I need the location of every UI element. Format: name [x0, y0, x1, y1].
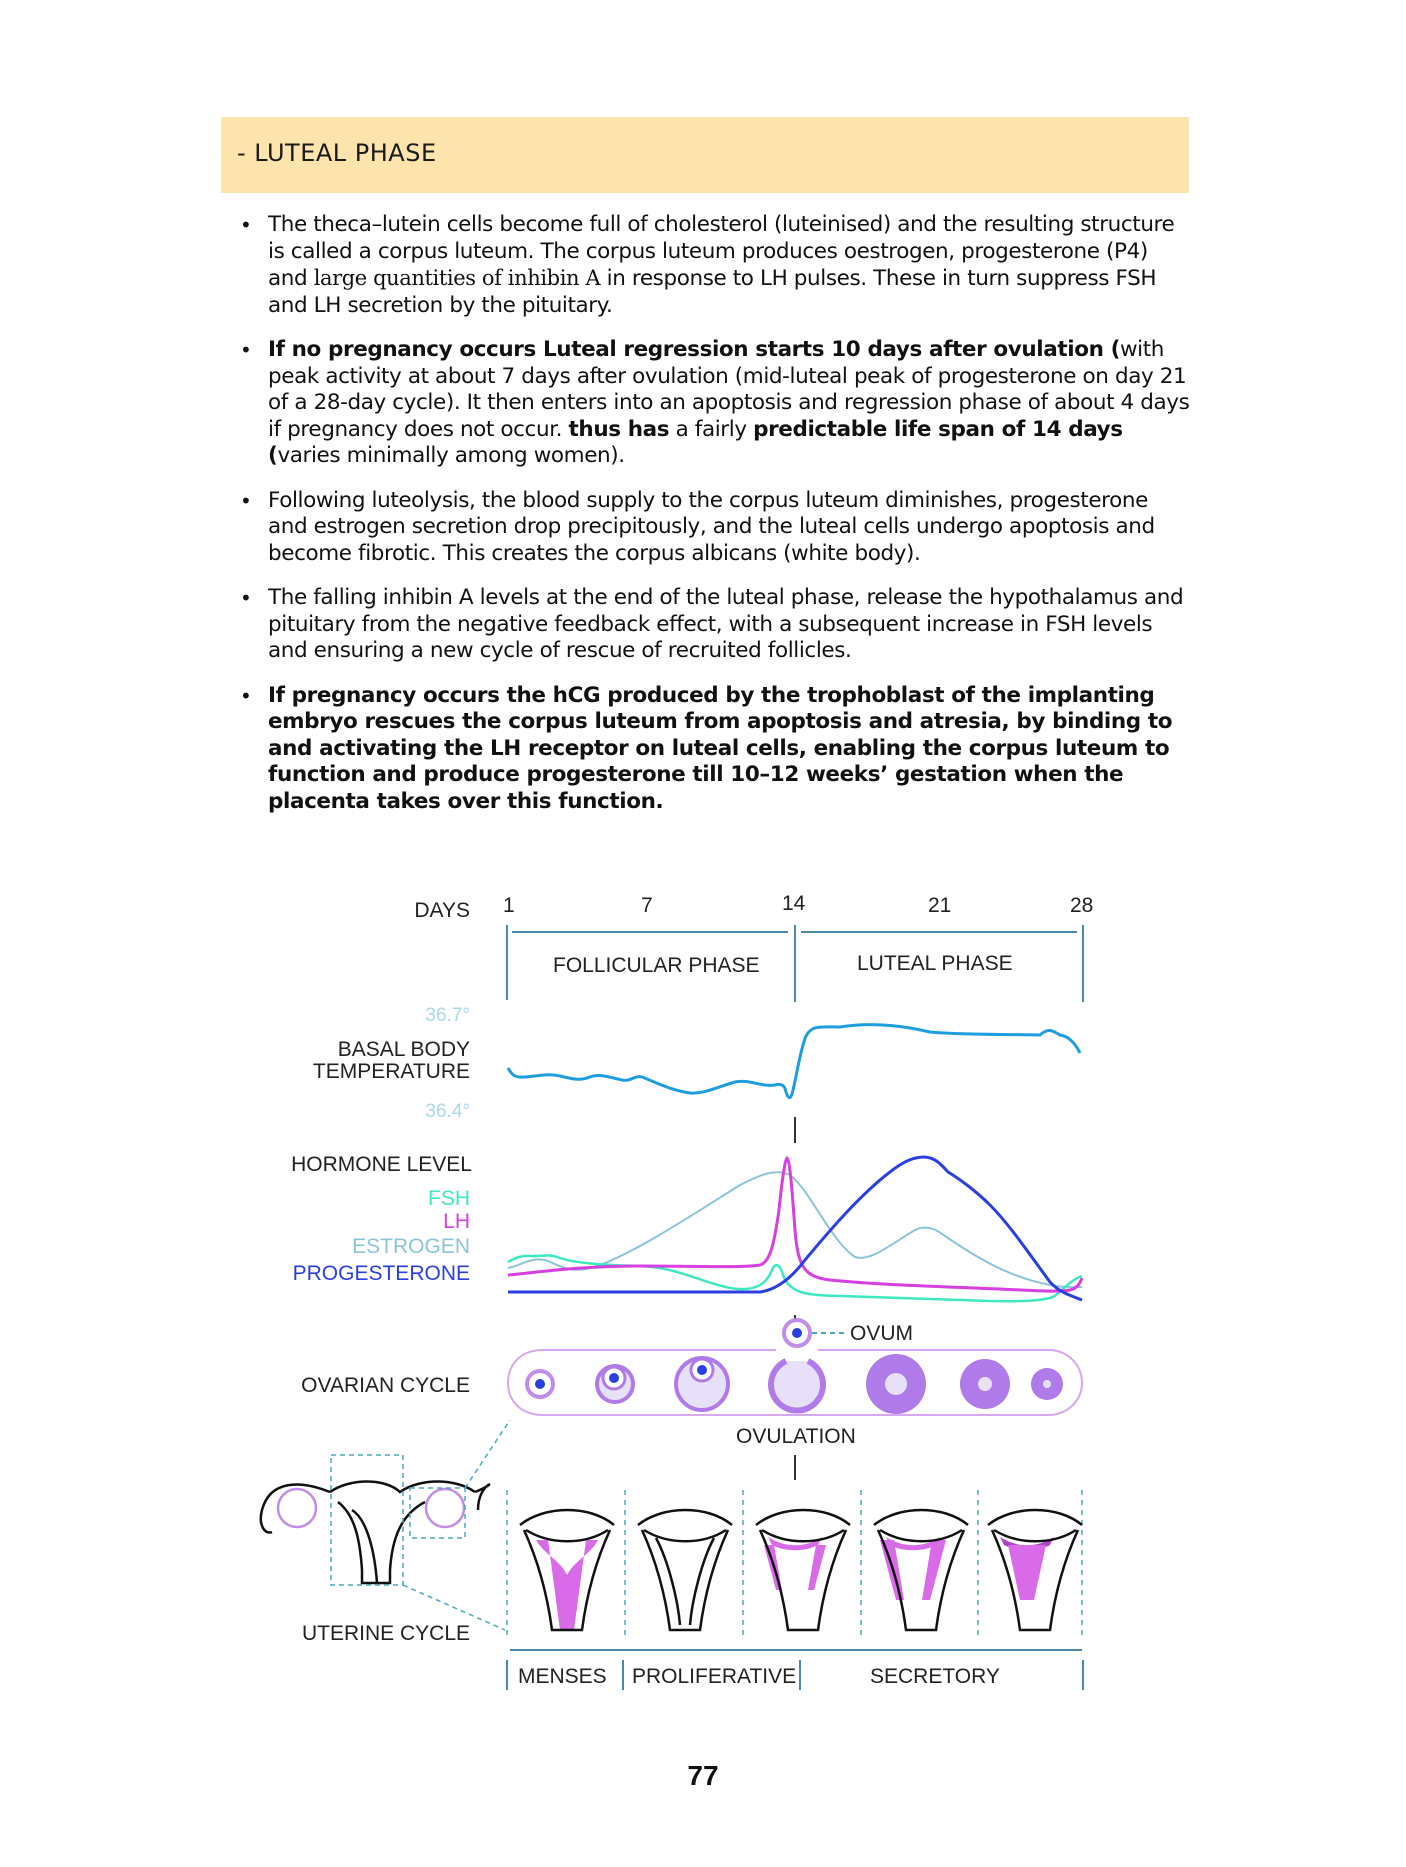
bullet-text: with peak activity at about 7 days after ovulation (mid-luteal peak of progesterone on day 21 of a 28-day cycle). It then enters into an apoptosis and regression phase of about 4 days if pregnancy does not occur. — [268, 337, 1190, 442]
ovary-leader-line — [465, 1420, 510, 1488]
section-title: - LUTEAL PHASE — [237, 139, 437, 167]
bullet-text-bold: If no pregnancy occurs Luteal regression starts 10 days after ovulation ( — [268, 337, 1120, 362]
ovarian-cycle-label: OVARIAN CYCLE — [301, 1374, 470, 1397]
uterus-stage-proliferative-icon — [638, 1510, 732, 1630]
day-tick-21: 21 — [928, 894, 952, 917]
uterine-dividers — [507, 1490, 1082, 1635]
legend-lh: LH — [443, 1210, 470, 1233]
corpus-albicans-icon — [1031, 1368, 1063, 1400]
bbt-low-label: 36.4° — [425, 1101, 470, 1122]
uterus-stage-secretory-late-icon — [988, 1510, 1082, 1630]
ovary-left-icon — [278, 1489, 316, 1527]
bullet-text-bold: predictable life span of 14 days ( — [268, 416, 1123, 468]
day-tick-7: 7 — [641, 894, 653, 917]
bullet-text: varies minimally among women). — [277, 443, 625, 468]
follicle-secondary-icon — [676, 1358, 728, 1410]
bullet-text: Following luteolysis, the blood supply to the corpus luteum diminishes, progesterone and estrogen secretion drop precipitously, and the luteal cells undergo apoptosis and become fibrotic. This creates the corpus albicans (white body). — [268, 487, 1155, 566]
corpus-luteum-icon — [866, 1354, 926, 1414]
bullet-text-bold: If pregnancy occurs the hCG produced by the trophoblast of the implanting embryo rescues the corpus luteum from apoptosis and atresia, by binding to and activating the LH receptor on luteal cells, enabling the corpus luteum to function and produce progesterone till 10–12 weeks’ gestation when the placenta takes over this function. — [268, 682, 1173, 814]
follicle-ruptured-icon — [771, 1361, 823, 1411]
bullet-text-bold: thus has — [568, 416, 670, 442]
ovum-icon — [784, 1320, 810, 1346]
legend-estrogen: ESTROGEN — [352, 1235, 470, 1258]
bbt-label-line2: TEMPERATURE — [312, 1060, 470, 1083]
follicle-stages — [527, 1354, 1063, 1414]
uterus-stage-secretory-mid-icon — [874, 1510, 968, 1630]
menses-label: MENSES — [518, 1665, 607, 1688]
uterus-stage-menses-icon — [520, 1510, 614, 1630]
proliferative-label: PROLIFERATIVE — [632, 1665, 797, 1688]
luteal-phase-label: LUTEAL PHASE — [857, 952, 1013, 975]
legend-fsh: FSH — [428, 1187, 470, 1210]
day-tick-28: 28 — [1070, 894, 1094, 917]
uterus-overview-icon — [261, 1482, 489, 1584]
follicular-phase-label: FOLLICULAR PHASE — [553, 954, 760, 977]
legend-progesterone: PROGESTERONE — [292, 1262, 470, 1285]
uterus-callout-box — [331, 1455, 403, 1585]
day-tick-14: 14 — [782, 892, 806, 915]
secretory-label: SECRETORY — [870, 1665, 1000, 1688]
days-label: DAYS — [414, 899, 470, 922]
ovum-label: OVUM — [850, 1322, 913, 1345]
bullet-text: The theca–lutein cells become full of cholesterol (luteinised) and the resulting structure is called a corpus luteum. The corpus luteum produces oestrogen, progesterone (P4) and — [268, 212, 1175, 291]
ovulation-label: OVULATION — [736, 1425, 856, 1448]
hormone-level-label: HORMONE LEVEL — [291, 1153, 472, 1176]
bullet-text: a fairly — [669, 416, 754, 442]
bbt-label-line1: BASAL BODY — [337, 1038, 470, 1061]
bbt-high-label: 36.7° — [425, 1005, 470, 1026]
uterus-stage-secretory-early-icon — [756, 1510, 850, 1630]
follicle-primordial-icon — [527, 1371, 553, 1397]
corpus-luteum-regressing-icon — [960, 1359, 1010, 1409]
bullet-text: in response to LH pulses. These in turn suppress FSH and LH secretion by the pituitary. — [268, 266, 1157, 318]
follicle-primary-icon — [597, 1366, 633, 1402]
ovary-right-icon — [426, 1489, 464, 1527]
day-tick-1: 1 — [503, 894, 515, 917]
bullet-text-serif: large quantities of inhibin A — [313, 266, 601, 290]
ovary-callout-box — [410, 1488, 465, 1538]
bullet-text: The falling inhibin A levels at the end of the luteal phase, release the hypothalamus and pituitary from the negative feedback effect, with a subsequent increase in FSH levels and ensuring a new cycle of rescue of recruited follicles. — [268, 585, 1184, 663]
bbt-curve — [508, 1025, 1080, 1098]
fsh-curve — [508, 1255, 1082, 1301]
page-number: 77 — [687, 1760, 719, 1791]
uterine-cycle-label: UTERINE CYCLE — [301, 1622, 470, 1645]
